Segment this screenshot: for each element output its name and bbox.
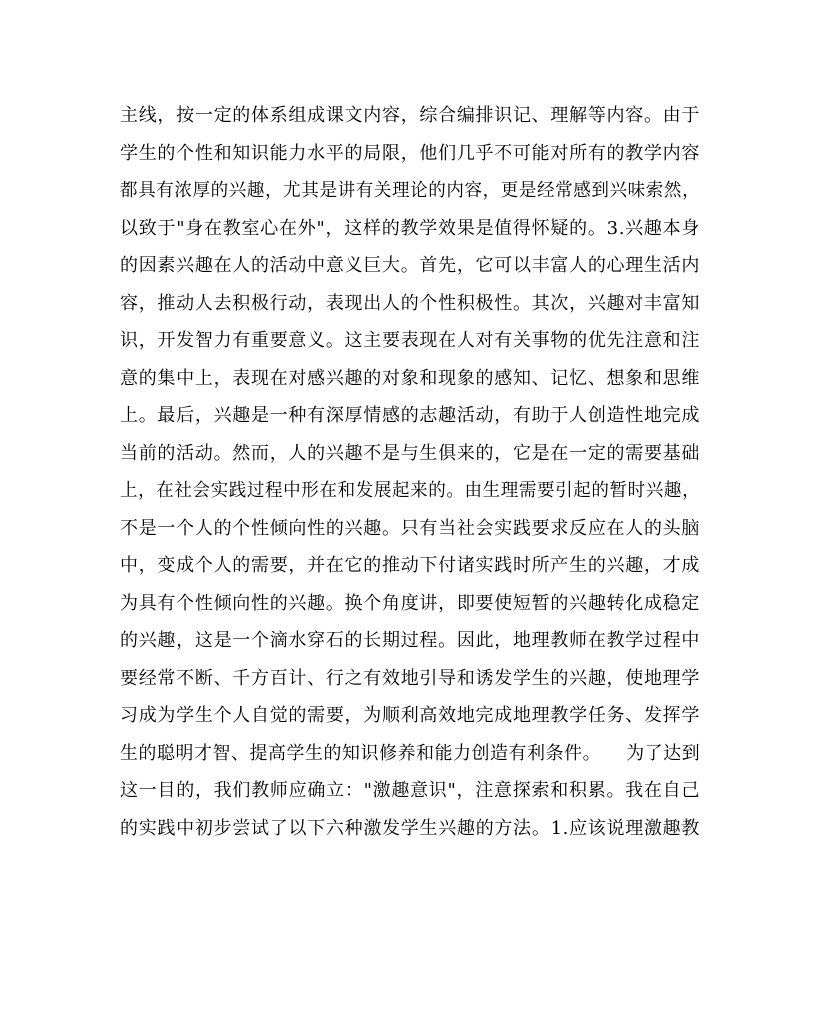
text-line: 的实践中初步尝试了以下六种激发学生兴趣的方法。1.应该说理激趣教 [120, 817, 700, 839]
text-line: 以致于"身在教室心在外"，这样的教学效果是值得怀疑的。3.兴趣本身 [120, 217, 700, 239]
text-line: 当前的活动。然而，人的兴趣不是与生俱来的，它是在一定的需要基础 [120, 442, 700, 464]
text-line: 上，在社会实践过程中形在和发展起来的。由生理需要引起的暂时兴趣， [120, 480, 701, 501]
text-line: 要经常不断、千方百计、行之有效地引导和诱发学生的兴趣，使地理学 [120, 667, 700, 689]
text-line: 上。最后，兴趣是一种有深厚情感的志趣活动，有助于人创造性地完成 [120, 405, 700, 426]
text-line: 容，推动人去积极行动，表现出人的个性积极性。其次，兴趣对丰富知 [120, 292, 700, 314]
text-line: 习成为学生个人自觉的需要，为顺利高效地完成地理教学任务、发挥学 [120, 705, 700, 726]
text-line: 识，开发智力有重要意义。这主要表现在人对有关事物的优先注意和注 [120, 330, 700, 351]
text-line: 不是一个人的个性倾向性的兴趣。只有当社会实践要求反应在人的头脑 [120, 517, 700, 539]
text-line: 生的聪明才智、提高学生的知识修养和能力创造有利条件。 为了达到 [120, 742, 701, 764]
text-line: 学生的个性和知识能力水平的局限，他们几乎不可能对所有的教学内容 [120, 142, 700, 164]
text-line: 的兴趣，这是一个滴水穿石的长期过程。因此，地理教师在教学过程中 [120, 630, 700, 651]
text-line: 都具有浓厚的兴趣，尤其是讲有关理论的内容，更是经常感到兴味索然， [120, 180, 701, 201]
text-line: 中，变成个人的需要，并在它的推动下付诸实践时所产生的兴趣，才成 [120, 555, 700, 576]
text-line: 的因素兴趣在人的活动中意义巨大。首先，它可以丰富人的心理生活内 [120, 255, 700, 276]
text-line: 意的集中上，表现在对感兴趣的对象和现象的感知、记忆、想象和思维 [120, 367, 700, 389]
text-line: 主线，按一定的体系组成课文内容，综合编排识记、理解等内容。由于 [120, 105, 700, 126]
text-line: 为具有个性倾向性的兴趣。换个角度讲，即要使短暂的兴趣转化成稳定 [120, 592, 700, 614]
body-text [120, 97, 700, 847]
text-line: 这一目的，我们教师应确立："激趣意识"，注意探索和积累。我在自己 [120, 780, 700, 801]
